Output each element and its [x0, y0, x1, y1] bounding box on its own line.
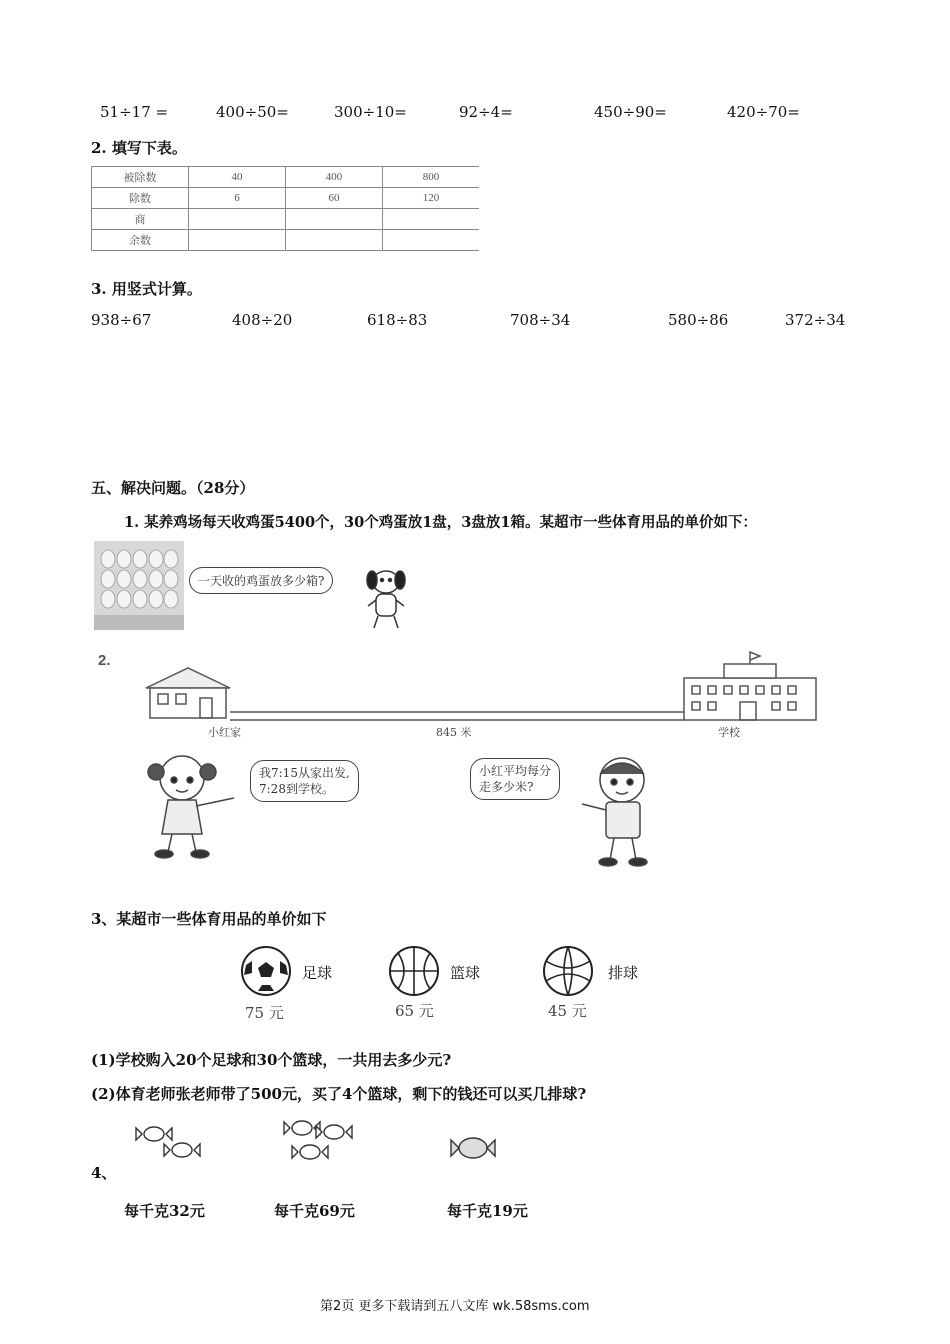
- distance-label: 845 米: [436, 726, 472, 739]
- girl-speech-bubble: [250, 760, 359, 802]
- row-header: 被除数: [92, 167, 189, 188]
- row-header: 商: [92, 209, 189, 230]
- boy-speech-bubble: [470, 758, 560, 800]
- q3-title: 3. 用竖式计算。: [91, 280, 202, 298]
- table-cell-empty[interactable]: [383, 230, 480, 251]
- division-item: 400÷50=: [216, 103, 289, 121]
- table-cell-empty[interactable]: [383, 209, 480, 230]
- division-item: 420÷70=: [727, 103, 800, 121]
- candy-icon: [280, 1114, 360, 1168]
- section-title: 五、解决问题。（28分）: [91, 479, 255, 497]
- division-item: 938÷67: [91, 311, 152, 329]
- speech-bubble: 一天收的鸡蛋放多少箱?: [189, 567, 333, 594]
- girl-bubble-line: 我7:15从家出发,: [259, 766, 350, 780]
- table-cell-empty[interactable]: [189, 209, 286, 230]
- problem-3-question-2: (2)体育老师张老师带了500元，买了4个篮球，剩下的钱还可以买几排球?: [91, 1085, 587, 1103]
- fill-table: [91, 166, 479, 251]
- girl-cartoon-icon: [138, 748, 248, 862]
- ball-name: 篮球: [450, 964, 481, 982]
- division-item: 51÷17 =: [100, 103, 169, 121]
- table-cell: 120: [383, 188, 480, 209]
- table-cell-empty[interactable]: [286, 209, 383, 230]
- problem-3-title: 3、某超市一些体育用品的单价如下: [91, 910, 327, 928]
- q2-title: 2. 填写下表。: [91, 139, 187, 157]
- division-item: 300÷10=: [334, 103, 407, 121]
- ball-price: 75 元: [245, 1004, 284, 1022]
- boy-cartoon-icon: [576, 752, 666, 870]
- table-cell: 60: [286, 188, 383, 209]
- problem-1-text: 1. 某养鸡场每天收鸡蛋5400个，30个鸡蛋放1盘，3盘放1箱。某超市一些体育用品的单价如下：: [124, 514, 757, 531]
- candy-price: 每千克32元: [124, 1202, 205, 1220]
- division-item: 708÷34: [510, 311, 571, 329]
- problem-2-label: 2.: [98, 652, 111, 669]
- table-cell: 6: [189, 188, 286, 209]
- boy-bubble-line: 小红平均每分: [479, 764, 552, 778]
- table-cell-empty[interactable]: [286, 230, 383, 251]
- soccer-ball-icon: [238, 945, 294, 997]
- problem-3-question-1: (1)学校购入20个足球和30个篮球，一共用去多少元?: [91, 1051, 452, 1069]
- division-item: 92÷4=: [459, 103, 513, 121]
- table-cell-empty[interactable]: [189, 230, 286, 251]
- table-cell: 40: [189, 167, 286, 188]
- division-item: 618÷83: [367, 311, 428, 329]
- candy-icon: [448, 1128, 498, 1168]
- basketball-icon: [386, 945, 442, 997]
- girl-bubble-line: 7:28到学校。: [259, 782, 334, 796]
- volleyball-icon: [540, 945, 596, 997]
- candy-icon: [134, 1118, 204, 1166]
- row-header: 余数: [92, 230, 189, 251]
- egg-tray-picture: [94, 541, 184, 630]
- boy-bubble-line: 走多少米?: [479, 780, 534, 794]
- dog-cartoon-icon: [362, 566, 410, 632]
- candy-price: 每千克69元: [274, 1202, 355, 1220]
- problem-4-label: 4、: [91, 1164, 117, 1182]
- page-footer: 第2页 更多下载请到五八文库 wk.58sms.com: [320, 1299, 590, 1314]
- ball-name: 排球: [608, 964, 639, 982]
- ball-price: 65 元: [395, 1002, 434, 1020]
- division-item: 408÷20: [232, 311, 293, 329]
- home-label: 小红家: [208, 726, 241, 739]
- candy-price: 每千克19元: [447, 1202, 528, 1220]
- division-item: 372÷34: [785, 311, 846, 329]
- table-cell: 400: [286, 167, 383, 188]
- division-item: 450÷90=: [594, 103, 667, 121]
- school-label: 学校: [718, 726, 740, 739]
- division-item: 580÷86: [668, 311, 729, 329]
- ball-price: 45 元: [548, 1002, 587, 1020]
- ball-name: 足球: [302, 964, 333, 982]
- row-header: 除数: [92, 188, 189, 209]
- table-cell: 800: [383, 167, 480, 188]
